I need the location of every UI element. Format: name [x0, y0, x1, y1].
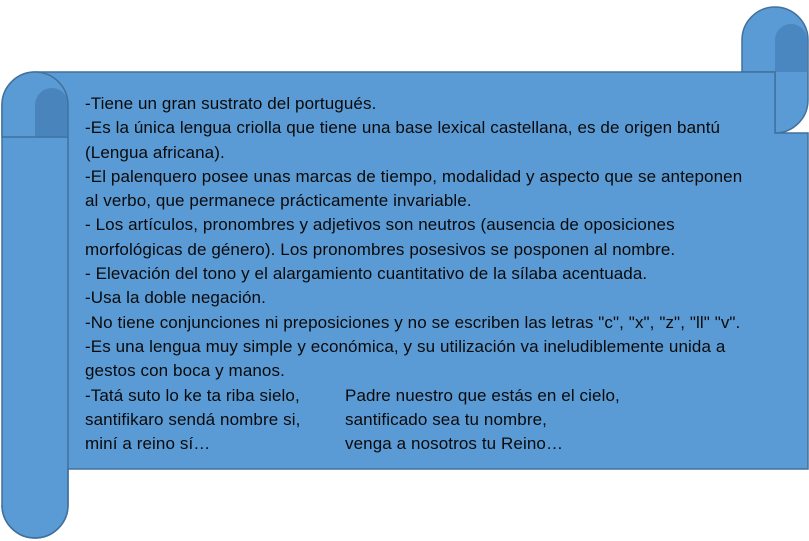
scroll-text-block — [85, 92, 800, 456]
prayer-palenquero: -Tatá suto lo ke ta riba sielo, — [85, 385, 300, 405]
text-line: -Usa la doble negación. — [85, 288, 266, 308]
text-line: al verbo, que permanece prácticamente invariable. — [85, 191, 472, 211]
text-line: -El palenquero posee unas marcas de tiempo, modalidad y aspecto que se anteponen — [85, 166, 743, 186]
text-line: - Elevación del tono y el alargamiento cuantitativo de la sílaba acentuada. — [85, 264, 648, 284]
prayer-palenquero: santifikaro sendá nombre si, — [85, 409, 301, 429]
text-line: -No tiene conjunciones ni preposiciones y no se escriben las letras "c", "x", "z", "ll" "v". — [85, 312, 741, 332]
prayer-palenquero: miní a reino sí… — [85, 434, 211, 454]
prayer-row — [85, 384, 800, 408]
prayer-row — [85, 432, 800, 456]
prayer-spanish: santificado sea tu nombre, — [345, 409, 547, 429]
text-line: -Es una lengua muy simple y económica, y su utilización va ineludiblemente unida a — [85, 336, 726, 356]
prayer-spanish: Padre nuestro que estás en el cielo, — [345, 385, 620, 405]
text-line: -Es la única lengua criolla que tiene una base lexical castellana, es de origen bantú — [85, 118, 721, 138]
scroll-top-right-roll-shadow — [775, 24, 807, 72]
scroll-left-curl-inner — [35, 88, 68, 137]
text-line: - Los artículos, pronombres y adjetivos son neutros (ausencia de oposiciones — [85, 215, 675, 235]
text-line: gestos con boca y manos. — [85, 361, 285, 381]
text-line: (Lengua africana). — [85, 142, 225, 162]
text-line: morfológicas de género). Los pronombres posesivos se posponen al nombre. — [85, 239, 676, 259]
prayer-spanish: venga a nosotros tu Reino… — [345, 434, 564, 454]
text-line: -Tiene un gran sustrato del portugués. — [85, 94, 377, 113]
prayer-row — [85, 408, 800, 432]
